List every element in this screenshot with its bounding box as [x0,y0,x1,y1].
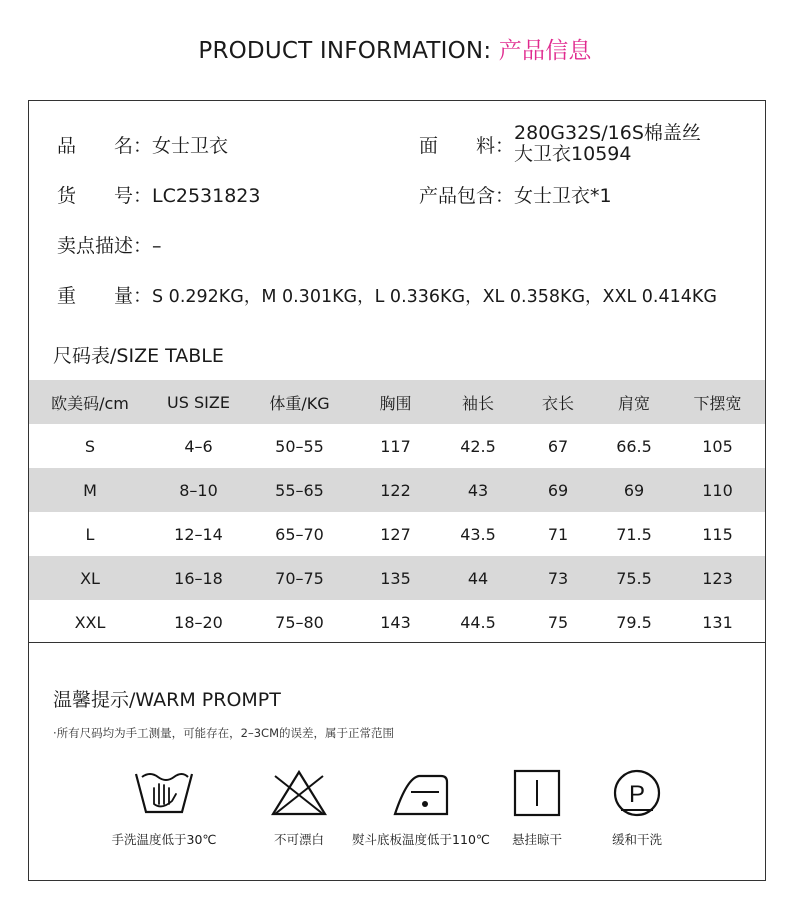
table-cell: 66.5 [616,436,652,456]
warm-prompt-title: 温馨提示/WARM PROMPT [53,689,281,711]
table-cell: 4–6 [184,436,213,456]
table-cell: 71.5 [616,524,652,544]
care-dry-clean [557,768,717,848]
table-cell: 135 [380,568,411,588]
size-table-header [29,380,765,424]
table-cell: 131 [702,612,733,632]
care-label: 缓和干洗 [611,832,662,847]
info-fabric-value-2: 大卫衣10594 [514,143,632,165]
col-header: 胸围 [379,393,412,413]
table-cell: 43 [467,480,489,500]
table-cell: 73 [547,568,569,588]
col-header: 袖长 [461,393,494,413]
info-name-label: 品 名： [57,135,153,157]
table-cell: 71 [547,524,569,544]
care-label: 熨斗底板温度低于110℃ [352,832,490,847]
table-row [29,424,765,468]
table-row [29,600,765,644]
size-table [29,380,765,644]
info-sku-value: LC2531823 [152,185,261,207]
table-cell: 69 [547,480,569,500]
table-cell: 16–18 [174,568,223,588]
info-name [57,131,228,158]
col-header: 下摆宽 [693,393,742,413]
info-fabric-label: 面 料： [419,135,515,157]
table-row [29,468,765,512]
table-cell: 70–75 [275,568,324,588]
table-cell: 143 [380,612,411,632]
page-header [0,32,790,65]
col-header: 衣长 [541,393,574,413]
table-cell: 75 [547,612,569,632]
info-package [419,181,612,208]
care-label: 不可漂白 [273,832,324,847]
iron-icon [389,768,453,818]
table-cell: 115 [702,524,733,544]
info-weight-value: S 0.292KG，M 0.301KG，L 0.336KG，XL 0.358KG，XXL 0.414KG [152,287,717,307]
table-row [29,512,765,556]
table-cell: 75.5 [616,568,652,588]
info-weight [57,281,717,308]
col-header: 体重/KG [269,393,330,413]
info-fabric-value-1: 280G32S/16S棉盖丝 [514,122,701,144]
info-sku [57,181,261,208]
table-cell: 8–10 [179,480,218,500]
care-label: 悬挂晾干 [511,832,562,847]
product-info-panel [28,100,766,643]
info-package-label: 产品包含： [419,185,515,207]
measurement-note: ·所有尺码均为手工测量，可能存在，2–3CM的误差，属于正常范围 [53,726,394,740]
table-cell: 67 [547,436,569,456]
care-label: 手洗温度低于30℃ [111,832,217,847]
table-cell: 12–14 [174,524,223,544]
table-cell: 123 [702,568,733,588]
size-table-title: 尺码表/SIZE TABLE [53,345,224,367]
table-cell: 50–55 [275,436,324,456]
table-cell: 75–80 [275,612,324,632]
info-weight-label: 重 量： [57,285,153,307]
warm-prompt-panel [28,642,766,881]
svg-text:P: P [628,781,646,808]
col-header: US SIZE [167,392,230,412]
table-cell: 69 [623,480,645,500]
table-cell: 65–70 [275,524,324,544]
table-cell: 44 [467,568,489,588]
table-cell: 44.5 [460,612,496,632]
hand-wash-icon [132,768,196,818]
table-cell: 127 [380,524,411,544]
table-cell: M [83,480,97,500]
dry-clean-icon [605,768,669,818]
table-cell: 105 [702,436,733,456]
col-header: 欧美码/cm [51,393,129,413]
col-header: 肩宽 [617,393,650,413]
info-sku-label: 货 号： [57,185,153,207]
table-cell: 110 [702,480,733,500]
table-cell: 117 [380,436,411,456]
table-cell: 79.5 [616,612,652,632]
no-bleach-icon [267,768,331,818]
table-cell: 18–20 [174,612,223,632]
table-cell: S [84,436,96,456]
table-cell: L [85,524,95,544]
table-cell: 55–65 [275,480,324,500]
info-fabric [419,122,701,165]
table-cell: XL [80,568,100,588]
info-selling-value: – [152,235,162,257]
table-row [29,556,765,600]
header-title-zh: 产品信息 [498,38,592,64]
info-name-value: 女士卫衣 [152,135,229,157]
info-selling [57,231,162,258]
table-cell: XXL [74,612,106,632]
info-package-value: 女士卫衣*1 [514,185,612,207]
table-cell: 42.5 [460,436,496,456]
info-selling-label: 卖点描述： [57,235,153,257]
header-title-en: PRODUCT INFORMATION: [198,38,499,64]
table-cell: 43.5 [460,524,496,544]
table-cell: 122 [380,480,411,500]
